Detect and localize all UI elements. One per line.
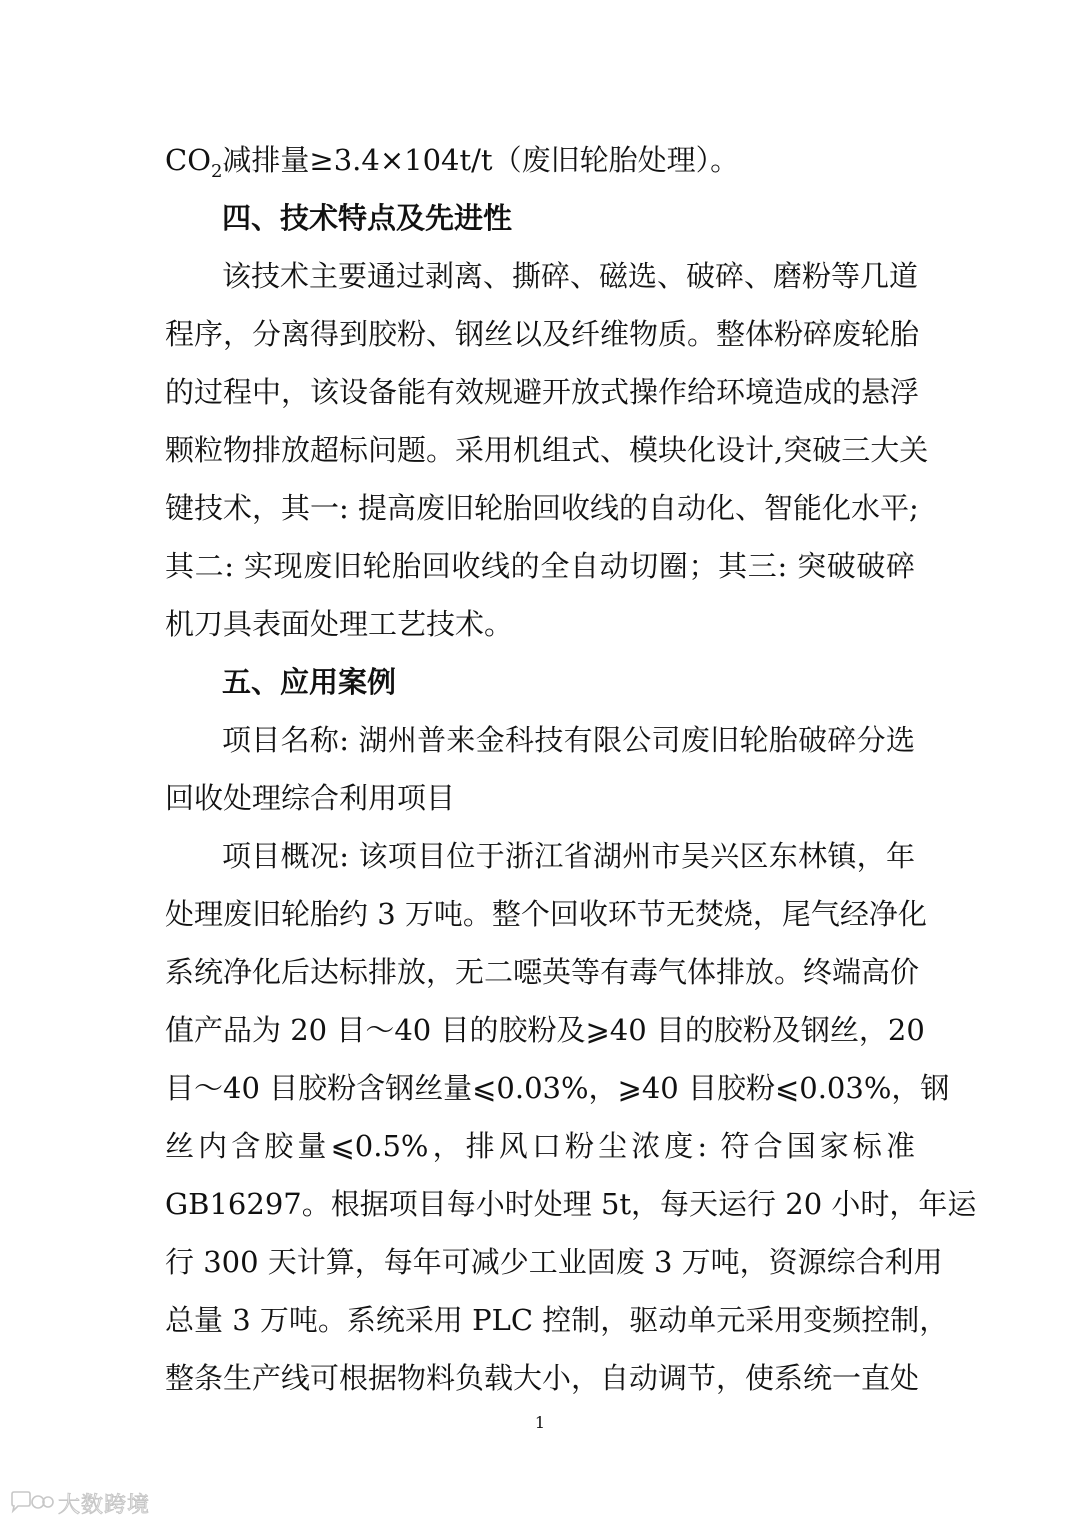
page-number: 1 bbox=[534, 1413, 546, 1432]
section-heading-4: 四、技术特点及先进性 bbox=[222, 201, 513, 235]
body-line-8: 其二: 实现废旧轮胎回收线的全自动切圈；其三: 突破破碎 bbox=[165, 549, 915, 583]
project-name-line-1: 项目名称: 湖州普来金科技有限公司废旧轮胎破碎分选 bbox=[222, 723, 915, 757]
body-line-1 bbox=[165, 140, 915, 192]
overview-line-7: GB16297。根据项目每小时处理 5t，每天运行 20 小时，年运 bbox=[165, 1187, 977, 1221]
body-line-7: 键技术，其一: 提高废旧轮胎回收线的自动化、智能化水平; bbox=[165, 491, 919, 525]
body-line-5: 的过程中，该设备能有效规避开放式操作给环境造成的悬浮 bbox=[165, 375, 920, 409]
project-name-line-2: 回收处理综合利用项目 bbox=[165, 781, 456, 815]
overview-line-1: 项目概况: 该项目位于浙江省湖州市吴兴区东林镇，年 bbox=[222, 839, 915, 873]
overview-line-2: 处理废旧轮胎约 3 万吨。整个回收环节无焚烧，尾气经净化 bbox=[165, 897, 927, 931]
overview-line-10: 整条生产线可根据物料负载大小，自动调节，使系统一直处 bbox=[165, 1361, 920, 1395]
co2-rest: 减排量≥3.4×104t/t（废旧轮胎处理）。 bbox=[222, 143, 740, 177]
body-line-3: 该技术主要通过剥离、撕碎、磁选、破碎、磨粉等几道 bbox=[222, 259, 919, 293]
section-heading-5: 五、应用案例 bbox=[222, 665, 397, 699]
co2-subscript: 2 bbox=[210, 160, 223, 182]
overview-line-4: 值产品为 20 目～40 目的胶粉及⩾40 目的胶粉及钢丝，20 bbox=[165, 1013, 925, 1047]
body-line-6: 颗粒物排放超标问题。采用机组式、模块化设计,突破三大关 bbox=[165, 433, 929, 467]
overview-line-9: 总量 3 万吨。系统采用 PLC 控制，驱动单元采用变频控制， bbox=[165, 1303, 949, 1337]
overview-line-8: 行 300 天计算，每年可减少工业固废 3 万吨，资源综合利用 bbox=[165, 1245, 943, 1279]
watermark bbox=[8, 1488, 150, 1518]
overview-line-3: 系统净化后达标排放，无二噁英等有毒气体排放。终端高价 bbox=[165, 955, 920, 989]
body-line-4: 程序，分离得到胶粉、钢丝以及纤维物质。整体粉碎废轮胎 bbox=[165, 317, 920, 351]
watermark-text: 大数跨境 bbox=[58, 1492, 151, 1518]
overview-line-5: 目～40 目胶粉含钢丝量⩽0.03%，⩾40 目胶粉⩽0.03%，钢 bbox=[165, 1071, 950, 1105]
speech-bubble-logo-icon bbox=[8, 1490, 54, 1516]
co2-prefix: CO bbox=[165, 143, 211, 177]
overview-line-6: 丝内含胶量⩽0.5%，排风口粉尘浓度: 符合国家标准 bbox=[165, 1129, 915, 1163]
body-line-9: 机刀具表面处理工艺技术。 bbox=[165, 607, 514, 641]
